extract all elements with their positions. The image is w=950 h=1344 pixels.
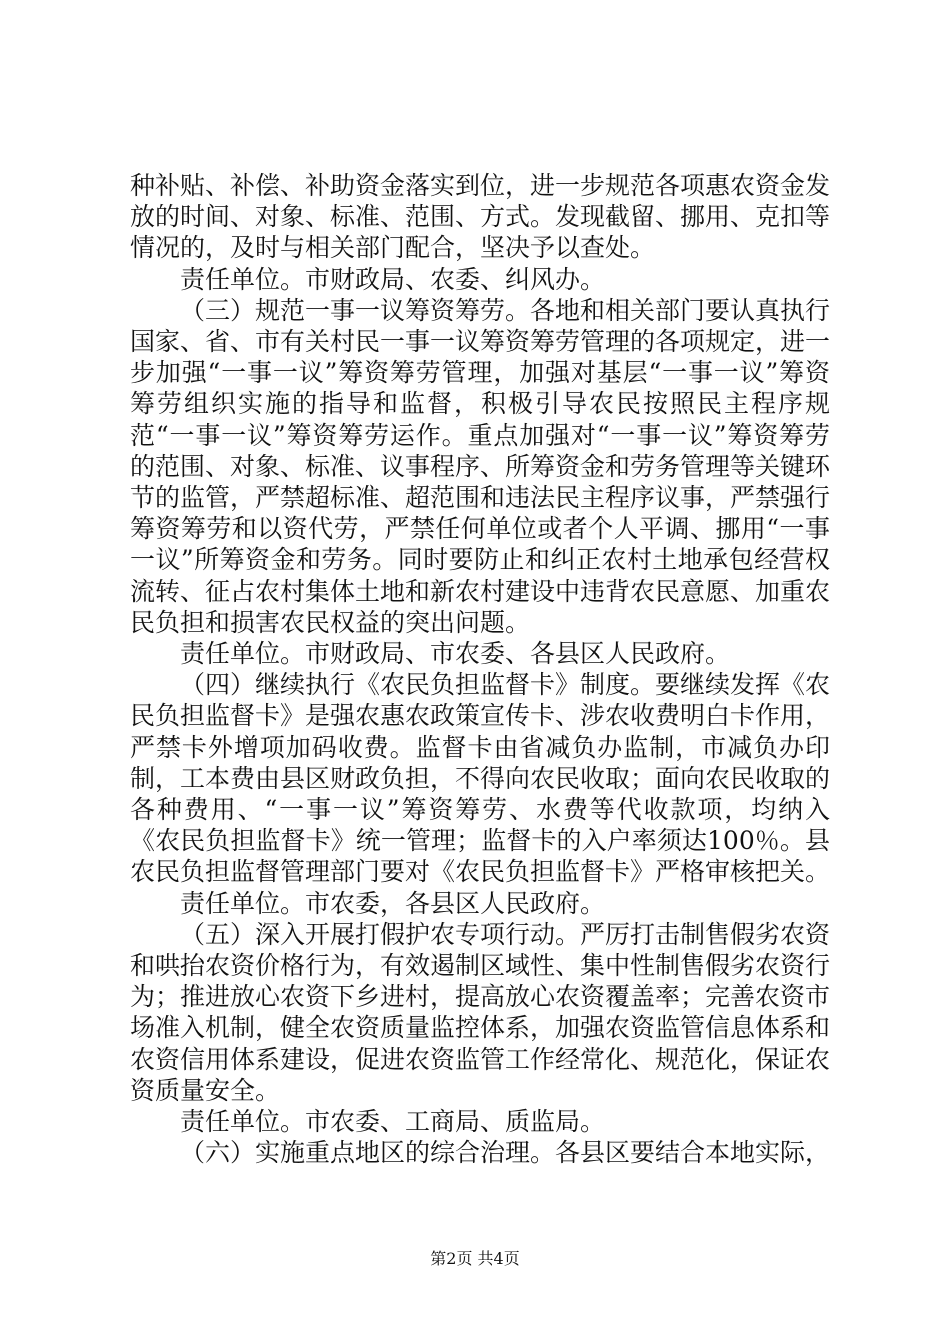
paragraph-responsible-units: 责任单位。市财政局、市农委、各县区人民政府。 — [180, 639, 731, 669]
paragraph-continuation: 种补贴、补偿、补助资金落实到位，进一步规范各项惠农资金发放的时间、对象、标准、范围、方式。发现截留、挪用、克扣等情况的，及时与相关部门配合，坚决予以查处。 — [130, 171, 831, 263]
page-footer: 第2页 共4页 — [430, 1249, 520, 1268]
body-text — [130, 170, 830, 1169]
paragraph-section-6: （六）实施重点地区的综合治理。各县区要结合本地实际， — [180, 1138, 831, 1168]
paragraph-responsible-units: 责任单位。市财政局、农委、纠风办。 — [180, 264, 606, 294]
paragraph-responsible-units: 责任单位。市农委，各县区人民政府。 — [180, 888, 606, 918]
paragraph-section-4: （四）继续执行《农民负担监督卡》制度。要继续发挥《农民负担监督卡》是强农惠农政策宣传卡、涉农收费明白卡作用，严禁卡外增项加码收费。监督卡由省减负办监制，市减负办印制，工本费由县区财政负担，不得向农民收取；面向农民收取的各种费用、“一事一议”筹资筹劳、水费等代收款项，均纳入《农民负担监督卡》统一管理；监督卡的入户率须达100％。县农民负担监督管理部门要对《农民负担监督卡》严格审核把关。 — [130, 670, 831, 887]
paragraph-section-3: （三）规范一事一议筹资筹劳。各地和相关部门要认真执行国家、省、市有关村民一事一议筹资筹劳管理的各项规定，进一步加强“一事一议”筹资筹劳管理，加强对基层“一事一议”筹资筹劳组织实施的指导和监督，积极引导农民按照民主程序规范“一事一议”筹资筹劳运作。重点加强对“一事一议”筹资筹劳的范围、对象、标准、议事程序、所筹资金和劳务管理等关键环节的监管，严禁超标准、超范围和违法民主程序议事，严禁强行筹资筹劳和以资代劳，严禁任何单位或者个人平调、挪用“一事一议”所筹资金和劳务。同时要防止和纠正农村土地承包经营权流转、征占农村集体土地和新农村建设中违背农民意愿、加重农民负担和损害农民权益的突出问题。 — [130, 295, 831, 637]
paragraph-responsible-units: 责任单位。市农委、工商局、质监局。 — [180, 1107, 606, 1137]
paragraph-section-5: （五）深入开展打假护农专项行动。严厉打击制售假劣农资和哄抬农资价格行为，有效遏制区域性、集中性制售假劣农资行为；推进放心农资下乡进村，提高放心农资覆盖率；完善农资市场准入机制，健全农资质量监控体系，加强农资监管信息体系和农资信用体系建设，促进农资监管工作经常化、规范化，保证农资质量安全。 — [130, 919, 831, 1105]
